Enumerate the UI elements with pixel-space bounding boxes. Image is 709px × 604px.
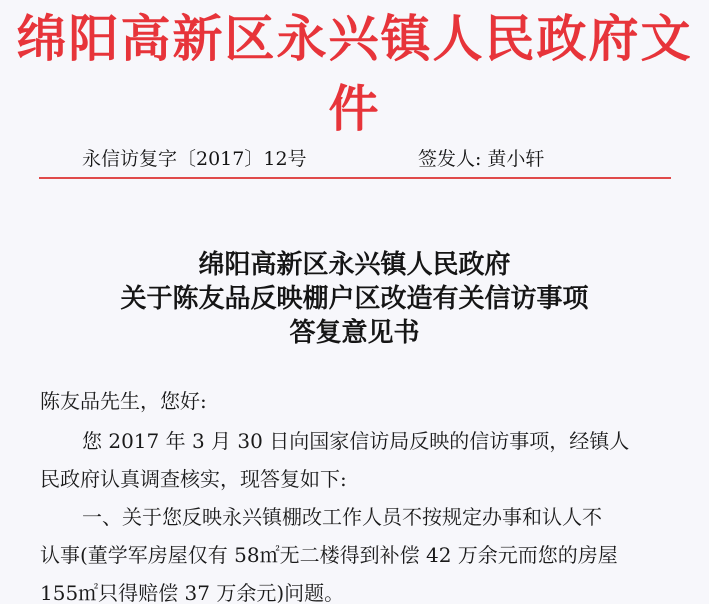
- paragraph-2-line-1: 一、关于您反映永兴镇棚改工作人员不按规定办事和认人不: [82, 505, 602, 529]
- paragraph-2-line-2: 认事(董学军房屋仅有 58㎡无二楼得到补偿 42 万余元而您的房屋: [40, 543, 618, 567]
- paragraph-1-line-1: 您 2017 年 3 月 30 日向国家信访局反映的信访事项，经镇人: [82, 429, 630, 453]
- title-line-2: 关于陈友品反映棚户区改造有关信访事项: [120, 284, 589, 314]
- paragraph-1-line-2: 民政府认真调查核实，现答复如下:: [40, 467, 347, 491]
- masthead-title: 绵阳高新区永兴镇人民政府文件: [16, 9, 693, 138]
- red-divider-rule: [39, 177, 671, 179]
- salutation: 陈友品先生，您好:: [40, 389, 207, 413]
- title-line-3: 答复意见书: [289, 318, 420, 348]
- issuer-name: 黄小轩: [487, 148, 545, 170]
- title-line-1: 绵阳高新区永兴镇人民政府: [198, 250, 511, 280]
- paragraph-2-line-3: 155㎡只得赔偿 37 万余元)问题。: [40, 581, 345, 604]
- document-number: 永信访复字〔2017〕12号: [82, 148, 307, 170]
- document-title: [0, 248, 709, 350]
- issuer-label: 签发人:: [418, 148, 482, 170]
- issuer-line: [418, 146, 544, 172]
